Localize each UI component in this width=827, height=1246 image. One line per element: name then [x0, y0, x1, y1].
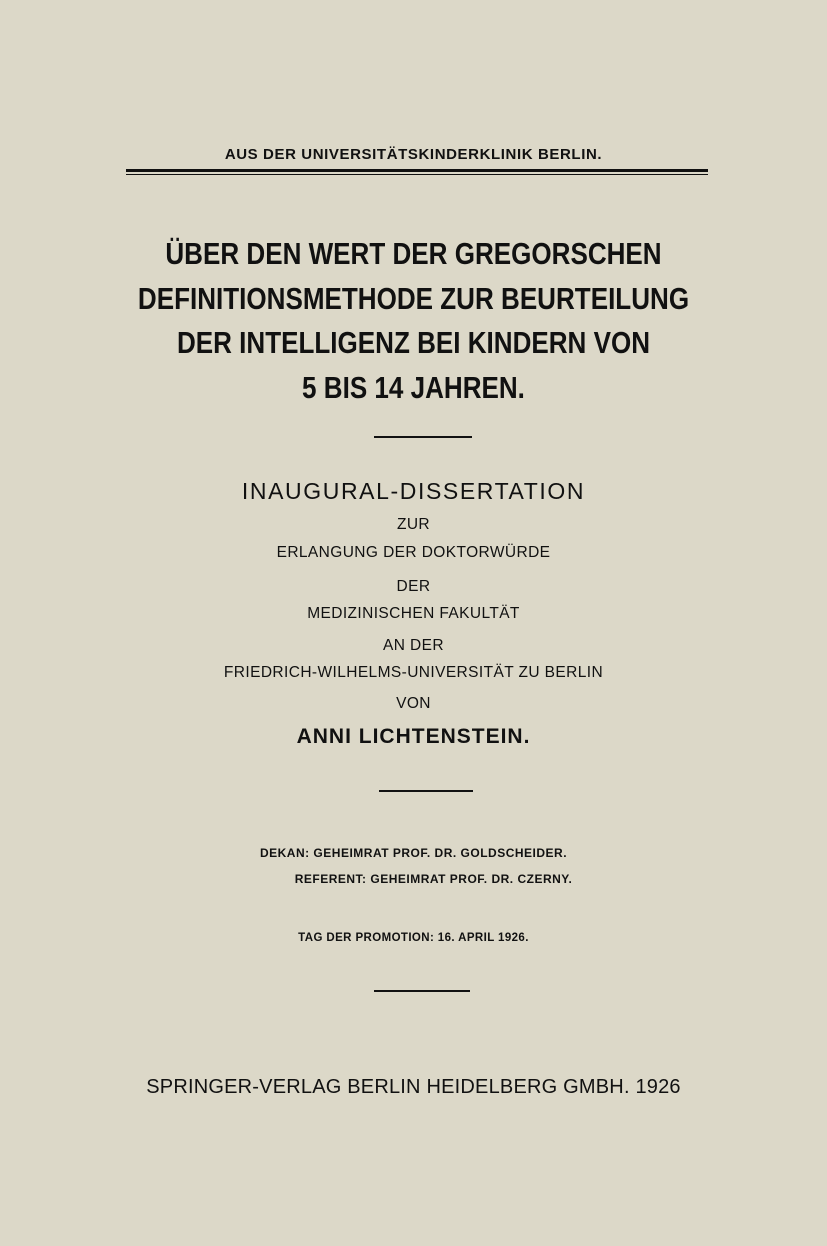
dissertation-heading: INAUGURAL-DISSERTATION — [241, 478, 586, 504]
dissertation-line-fakultaet: MEDIZINISCHEN FAKULTÄT — [307, 605, 520, 622]
header-double-rule — [126, 169, 708, 175]
title-line-2: DEFINITIONSMETHODE ZUR BEURTEILUNG — [137, 280, 690, 316]
author-name: ANNI LICHTENSTEIN. — [296, 725, 531, 748]
institution-header: AUS DER UNIVERSITÄTSKINDERKLINIK BERLIN. — [224, 146, 603, 163]
referent-line: REFERENT: GEHEIMRAT PROF. DR. CZERNY. — [294, 872, 573, 886]
dissertation-line-zur: ZUR — [396, 516, 431, 533]
dissertation-line-von: VON — [396, 695, 431, 712]
dissertation-title — [66, 232, 761, 410]
title-line-3: DER INTELLIGENZ BEI KINDERN VON — [176, 325, 651, 360]
dekan-line: DEKAN: GEHEIMRAT PROF. DR. GOLDSCHEIDER. — [259, 846, 568, 860]
divider-rule-2 — [379, 790, 473, 792]
divider-rule-3 — [374, 990, 470, 992]
header-rule-thin — [126, 174, 708, 175]
dissertation-line-an-der: AN DER — [383, 637, 444, 654]
dissertation-line-universitaet: FRIEDRICH-WILHELMS-UNIVERSITÄT ZU BERLIN — [223, 664, 604, 681]
promotion-date: TAG DER PROMOTION: 16. APRIL 1926. — [298, 932, 529, 944]
publisher-imprint: SPRINGER-VERLAG BERLIN HEIDELBERG GMBH. 1926 — [146, 1076, 681, 1098]
title-line-4: 5 BIS 14 JAHREN. — [302, 369, 525, 405]
title-line-1: ÜBER DEN WERT DER GREGORSCHEN — [165, 236, 662, 271]
dissertation-line-doktorwuerde: ERLANGUNG DER DOKTORWÜRDE — [276, 544, 551, 561]
header-rule-thick — [126, 169, 708, 172]
divider-rule-1 — [374, 436, 472, 438]
dissertation-line-der: DER — [396, 578, 431, 595]
